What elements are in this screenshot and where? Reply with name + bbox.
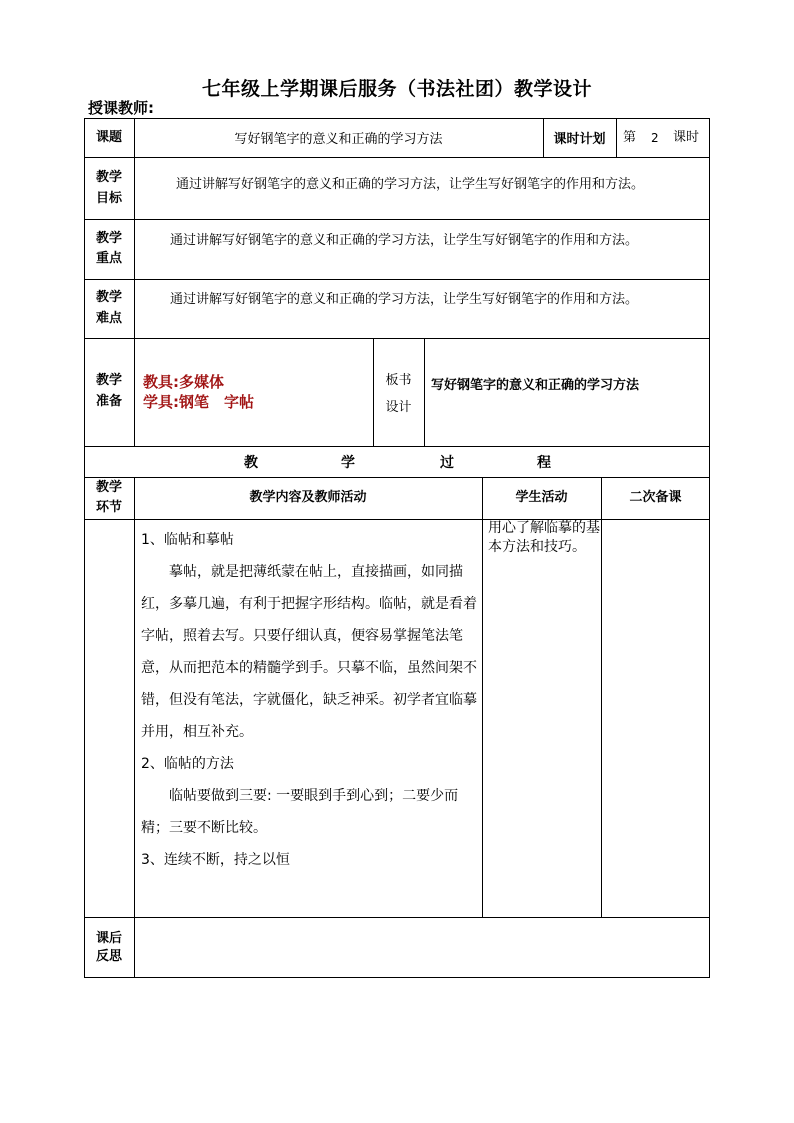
- section-paragraph-1: 摹帖，就是把薄纸蒙在帖上，直接描画，如同描红，多摹几遍，有利于把握字形结构。临帖，就是看着字帖，照着去写。只要仔细认真，便容易掌握笔法笔意，从而把范本的精髓学到手。只摹不临，虽然间架不错，但没有笔法，字就僵化，缺乏神采。初学者宜临摹并用，相互补充。: [141, 564, 477, 740]
- key-text: 通过讲解写好钢笔字的意义和正确的学习方法，让学生写好钢笔字的作用和方法。: [170, 233, 639, 248]
- row-divider: [84, 338, 710, 339]
- reflection-label-1: 课后: [95, 931, 122, 946]
- period-suffix: 课时: [673, 130, 700, 145]
- period-number: 2: [651, 131, 659, 145]
- content-header: 教学内容及教师活动: [249, 490, 367, 505]
- process-char-4: 程: [537, 455, 551, 471]
- difficulty-label-1: 教学: [95, 290, 122, 305]
- topic-label: 课题: [95, 130, 122, 145]
- row-divider: [84, 279, 710, 280]
- reflection-label-2: 反思: [95, 949, 122, 964]
- row-divider: [84, 157, 710, 158]
- column-divider: [424, 338, 425, 446]
- prep-label-2: 准备: [95, 394, 122, 409]
- second-prep-header: 二次备课: [629, 490, 682, 505]
- prep-label-1: 教学: [95, 373, 122, 388]
- teaching-tools: 教具:多媒体: [143, 373, 224, 391]
- board-label-2: 设计: [385, 400, 412, 415]
- process-char-3: 过: [440, 455, 454, 471]
- stage-label-2: 环节: [95, 500, 122, 515]
- column-divider: [482, 477, 483, 917]
- difficulty-label-2: 难点: [95, 311, 122, 326]
- goal-text: 通过讲解写好钢笔字的意义和正确的学习方法，让学生写好钢笔字的作用和方法。: [176, 177, 645, 192]
- row-divider: [84, 477, 710, 478]
- section-paragraph-2: 临帖要做到三要: 一要眼到手到心到；二要少而精；三要不断比较。: [141, 788, 459, 836]
- board-text: 写好钢笔字的意义和正确的学习方法: [431, 378, 640, 393]
- key-label-2: 重点: [95, 251, 122, 266]
- column-divider: [134, 477, 135, 977]
- column-divider: [134, 118, 135, 446]
- teaching-content: [141, 524, 479, 876]
- section-heading-2: 2、临帖的方法: [141, 756, 234, 772]
- row-divider: [84, 446, 710, 447]
- column-divider: [373, 338, 374, 446]
- row-divider: [84, 519, 710, 520]
- goal-label-1: 教学: [95, 170, 122, 185]
- key-label-1: 教学: [95, 231, 122, 246]
- stage-label-1: 教学: [95, 480, 122, 495]
- student-activity-text: 用心了解临摹的基本方法和技巧。: [488, 520, 600, 555]
- period-prefix: 第: [623, 130, 637, 145]
- column-divider: [601, 477, 602, 917]
- board-label-1: 板书: [385, 373, 412, 388]
- process-char-2: 学: [341, 455, 355, 471]
- process-char-1: 教: [244, 455, 258, 471]
- student-supplies: 学具:钢笔 字帖: [143, 393, 254, 411]
- column-divider: [616, 118, 617, 157]
- goal-label-2: 目标: [95, 191, 122, 206]
- topic-title: 写好钢笔字的意义和正确的学习方法: [234, 132, 443, 147]
- document-title: 七年级上学期课后服务（书法社团）教学设计: [201, 78, 592, 100]
- teacher-label: 授课教师:: [88, 99, 154, 117]
- section-heading-1: 1、临帖和摹帖: [141, 532, 234, 548]
- student-activity-header: 学生活动: [515, 490, 568, 505]
- period-plan-label: 课时计划: [553, 132, 606, 147]
- difficulty-text: 通过讲解写好钢笔字的意义和正确的学习方法，让学生写好钢笔字的作用和方法。: [170, 292, 639, 307]
- section-heading-3: 3、连续不断，持之以恒: [141, 852, 290, 868]
- row-divider: [84, 917, 710, 918]
- row-divider: [84, 219, 710, 220]
